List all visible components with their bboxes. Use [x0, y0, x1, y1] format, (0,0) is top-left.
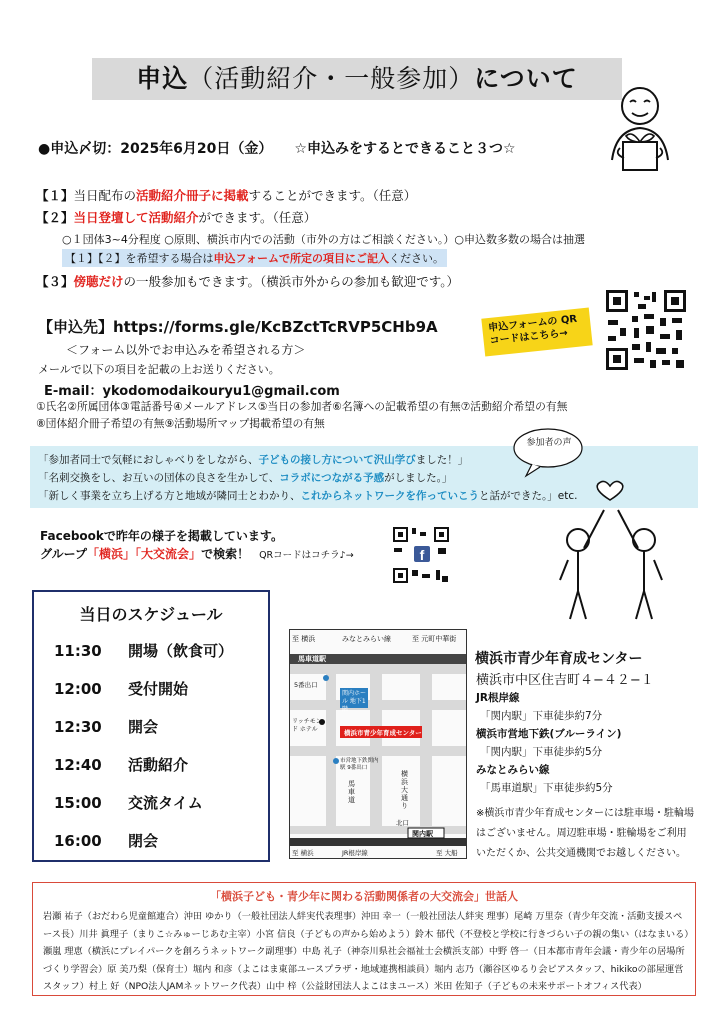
- page-title: [92, 58, 622, 100]
- alt-application-desc: メールで以下の項目を記載の上お送りください。: [38, 363, 280, 376]
- voice-post: と話ができた。」etc.: [479, 490, 578, 502]
- map-label-subway-exit: 市営地下鉄関内駅 9番出口: [340, 758, 379, 771]
- map-label-richmond-hotel: リッチモンド ホテル: [292, 718, 322, 733]
- application-qr-code-icon[interactable]: [604, 288, 688, 372]
- speech-bubble-icon: [510, 426, 586, 478]
- required-fields-2: ⑧団体紹介冊子希望の有無⑨活動場所マップ掲載希望の有無: [36, 417, 325, 430]
- map-label-kannai-station: 関内駅: [412, 830, 433, 838]
- voice-post: がしました。」: [384, 472, 453, 484]
- schedule-row: [54, 640, 233, 661]
- schedule-row: [54, 830, 158, 851]
- benefits-heading: ☆申込みをするとできること３つ☆: [294, 141, 516, 157]
- parking-note: ※横浜市青少年育成センターには駐車場・駐輪場はございません。周辺駐車場・駐輪場をご利用いただくか、公共交通機関でお越しください。: [476, 808, 694, 859]
- facebook-line2-post: で検索！: [201, 547, 250, 561]
- note-emphasis: 申込フォームで所定の項目にご記入: [213, 252, 389, 265]
- benefit-item-3: [36, 272, 459, 290]
- email-address[interactable]: ykodomodaikouryu1@gmail.com: [102, 384, 340, 399]
- item-pre: 当日配布の: [73, 188, 137, 203]
- schedule-heading: 当日のスケジュール: [79, 605, 223, 624]
- voice-pre: 「新しく事業を立ち上げる方と地域が隣同士とわかり、: [38, 490, 301, 502]
- note-post: ください。: [388, 252, 444, 265]
- email-label: E-mail：: [44, 384, 103, 399]
- map-label-jr-line: JR根岸線: [342, 849, 368, 857]
- title-prefix: 申込: [136, 64, 189, 93]
- facebook-info: [40, 527, 354, 565]
- item-number: 【２】: [36, 210, 74, 225]
- email-line: [44, 380, 340, 399]
- person-with-gift-illustration: [590, 82, 690, 182]
- facebook-search-term: 「横浜」「大交流会」: [87, 547, 202, 561]
- map-label-to-yokohama-2: 至 横浜: [292, 849, 314, 857]
- title-suffix: について: [474, 64, 578, 93]
- schedule-label: 開会: [128, 718, 159, 736]
- voice-3: [38, 488, 577, 503]
- schedule-time: 12:40: [54, 756, 102, 774]
- schedule-label: 閉会: [128, 832, 159, 850]
- access-map: [289, 629, 467, 859]
- organizers-box: [32, 882, 696, 996]
- title-middle: （活動紹介・一般参加）: [188, 64, 475, 93]
- svg-text:f: f: [419, 547, 425, 563]
- access-jr: JR根岸線: [476, 692, 520, 704]
- application-url[interactable]: 【申込先】https://forms.gle/KcBZctTcRVP5CHb9A: [38, 318, 438, 336]
- schedule-row: [54, 754, 188, 775]
- map-label-kannai-hall: 関内ホール 地下1階: [342, 690, 367, 713]
- schedule-box: [32, 590, 270, 862]
- map-label-to-motomachi: 至 元町中華街: [412, 635, 457, 643]
- schedule-label: 開場（飲食可）: [128, 642, 234, 660]
- organizers-list: 岩瀬 祐子（おだわら児童館連合）沖田 ゆかり（一般社団法人絆実代表理事）沖田 幸一（一般社団法人絆実 理事）尾崎 万里奈（青少年交流・活動支援スペース長）川井 眞理子（まりこ☆みゅーじあむ主宰）小宮 信良（子どもの声から始めよう）鈴木 郁代（不登校と学校に行きづらい子の親の集い（はなまいる）瀬嵐 理恵（横浜にプレイパークを創ろうネットワーク副理事）中島 礼子（神奈川県社会福祉士会横浜支部）中野 啓一（日本都市青年会議・青少年の居場所づくり学習会）原 美乃梨（保育士）堀内 和彦（よこはま東部ユースプラザ・地域連携相談員）堀内 志乃（瀬谷区ゆるり会ピアスタッフ、hikikoの部屋運営スタッフ）村上 好（NPO法人JAMネットワーク代表）山中 梓（公益財団法人よこはまユース）米田 佐知子（子どもの未来サポートオフィス代表）: [43, 911, 689, 992]
- access-subway-detail: 「関内駅」下車徒歩約5分: [480, 746, 603, 758]
- schedule-time: 12:30: [54, 718, 102, 736]
- facebook-line2-pre: グループ: [40, 547, 88, 561]
- map-label-center: 横浜市青少年育成センター: [344, 729, 422, 737]
- voice-pre: 「名刺交換をし、お互いの団体の良さを生かして、: [38, 472, 280, 484]
- item-post: することができます。（任意）: [248, 188, 417, 203]
- deadline-text: ●申込〆切：2025年6月20日（金）: [38, 141, 273, 157]
- access-subway: 横浜市営地下鉄(ブルーライン): [476, 728, 622, 740]
- access-jr-detail: 「関内駅」下車徒歩約7分: [480, 710, 603, 722]
- map-roads: [290, 630, 466, 858]
- voice-emphasis: 子どもの接し方について沢山学び: [258, 454, 416, 466]
- map-label-north-exit: 北口: [396, 819, 409, 827]
- benefit-item-1: [36, 186, 416, 204]
- item2-note: [62, 249, 447, 267]
- deadline-line: [38, 138, 516, 158]
- voice-emphasis: これからネットワークを作っていこう: [300, 490, 479, 502]
- schedule-row: [54, 716, 158, 737]
- item-emphasis: 活動紹介冊子に掲載: [136, 188, 249, 203]
- voice-post: ました！」: [415, 454, 469, 466]
- voice-emphasis: コラボにつながる予感: [279, 472, 385, 484]
- schedule-label: 交流タイム: [128, 794, 203, 812]
- voices-bubble-label: 参加者の声: [526, 438, 572, 448]
- venue-name: 横浜市青少年育成センター: [475, 651, 643, 667]
- item-post: の一般参加もできます。（横浜市外からの参加も歓迎です。）: [123, 274, 460, 289]
- map-label-bashamichi-street: 馬車道: [348, 780, 355, 804]
- item-emphasis: 傍聴だけ: [73, 274, 124, 289]
- benefit-item-2: [36, 208, 316, 226]
- required-fields-1: ①氏名②所属団体③電話番号④メールアドレス⑤当日の参加者⑥名簿への記載希望の有無⑦活動紹介希望の有無: [36, 400, 568, 413]
- item-post: ができます。（任意）: [198, 210, 317, 225]
- qr-code-label: 申込フォームの QRコードはこちら→: [481, 307, 592, 356]
- schedule-row: [54, 678, 188, 699]
- voice-2: [38, 470, 452, 485]
- schedule-time: 16:00: [54, 832, 102, 850]
- schedule-time: 15:00: [54, 794, 102, 812]
- schedule-time: 11:30: [54, 642, 102, 660]
- schedule-time: 12:00: [54, 680, 102, 698]
- schedule-label: 受付開始: [128, 680, 189, 698]
- map-label-to-ofuna: 至 大船: [436, 849, 458, 857]
- item-emphasis: 当日登壇して活動紹介: [73, 210, 199, 225]
- voice-pre: 「参加者同士で気軽におしゃべりをしながら、: [38, 454, 259, 466]
- venue-address: 横浜市中区住吉町４−４２−１: [476, 673, 654, 688]
- map-label-yokohama-odori: 横浜大通り: [401, 770, 408, 810]
- map-label-to-yokohama: 至 横浜: [292, 635, 316, 643]
- facebook-qr-note: QRコードはコチラ♪→: [259, 550, 354, 561]
- item-number: 【１】: [36, 188, 74, 203]
- map-label-exit5: 5番出口: [294, 681, 318, 689]
- schedule-label: 活動紹介: [128, 756, 189, 774]
- item-number: 【３】: [36, 274, 74, 289]
- schedule-row: [54, 792, 203, 813]
- voice-1: [38, 452, 468, 467]
- organizers-heading: 「横浜子ども・青少年に関わる活動関係者の大交流会」世話人: [210, 890, 518, 903]
- facebook-line1: Facebookで昨年の様子を掲載しています。: [40, 529, 283, 543]
- map-label-minatomirai-line: みなとみらい線: [342, 635, 391, 643]
- item2-conditions: ○１団体3~4分程度 ○原則、横浜市内での活動（市外の方はご相談ください。）○申込数多数の場合は抽選: [62, 233, 586, 246]
- map-label-bashamichi-station: 馬車道駅: [298, 655, 326, 663]
- high-five-illustration: [540, 478, 690, 628]
- facebook-qr-code-icon[interactable]: [392, 526, 450, 584]
- access-minatomirai-detail: 「馬車道駅」下車徒歩約5分: [480, 782, 613, 794]
- alt-application-heading: ＜フォーム以外でお申込みを希望される方＞: [66, 343, 306, 357]
- note-pre: 【１】【２】を希望する場合は: [65, 252, 214, 265]
- access-minatomirai: みなとみらい線: [476, 764, 550, 776]
